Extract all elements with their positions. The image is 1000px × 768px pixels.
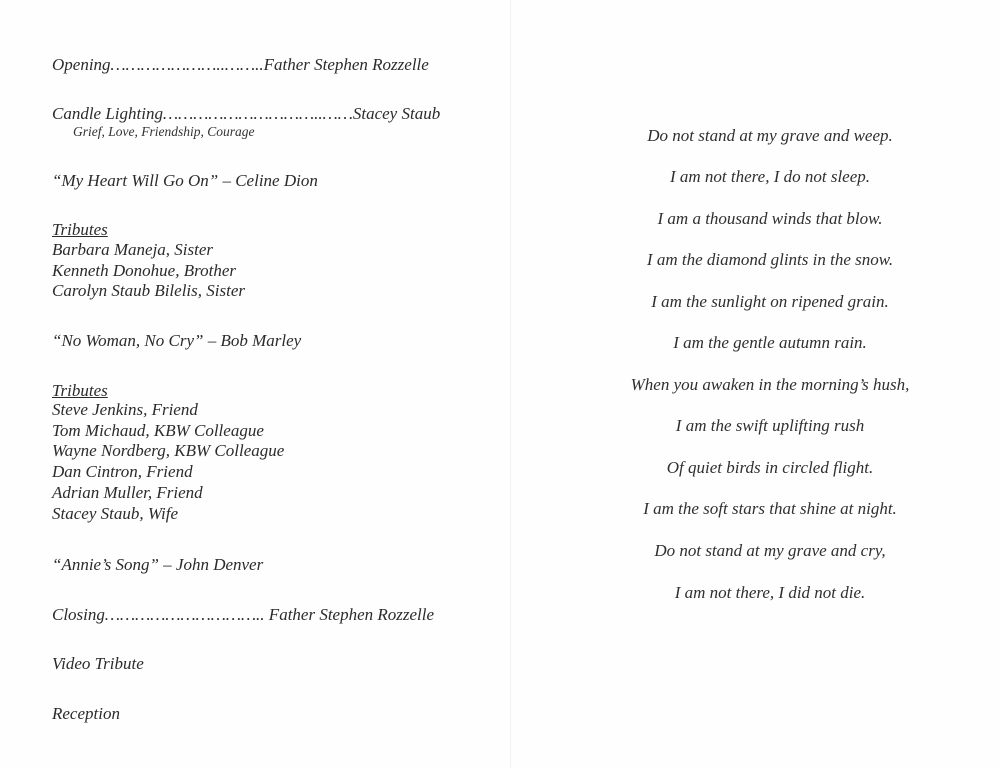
poem-line: I am not there, I do not sleep. xyxy=(669,167,871,186)
tributes-heading-1: Tributes xyxy=(52,220,108,239)
list-item: Wayne Nordberg, KBW Colleague xyxy=(52,441,285,461)
poem-line: Of quiet birds in circled flight. xyxy=(666,458,874,477)
poem-line: I am a thousand winds that blow. xyxy=(657,209,883,228)
tributes-heading-2: Tributes xyxy=(52,381,108,400)
list-item: Stacey Staub, Wife xyxy=(52,503,179,523)
video-tribute-line: Video Tribute xyxy=(52,654,144,673)
poem-line: I am the soft stars that shine at night. xyxy=(643,499,897,518)
list-item: Tom Michaud, KBW Colleague xyxy=(52,420,264,440)
list-item: Dan Cintron, Friend xyxy=(52,462,193,482)
fold-line xyxy=(510,0,511,768)
closing-line: Closing………………………….. Father Stephen Rozzelle xyxy=(52,605,435,624)
list-item: Kenneth Donohue, Brother xyxy=(52,260,236,280)
poem-line: When you awaken in the morning’s hush, xyxy=(630,375,910,394)
list-item: Carolyn Staub Bilelis, Sister xyxy=(52,281,245,301)
poem-line: I am the sunlight on ripened grain. xyxy=(651,292,889,311)
song-annies-song: “Annie’s Song” – John Denver xyxy=(52,555,264,574)
poem-line: I am the diamond glints in the snow. xyxy=(646,250,894,269)
tributes-list-1 xyxy=(52,240,245,302)
poem-line: I am the swift uplifting rush xyxy=(675,416,865,435)
poem-line: Do not stand at my grave and weep. xyxy=(647,126,893,145)
candle-lighting-subtitle: Grief, Love, Friendship, Courage xyxy=(73,124,255,139)
list-item: Steve Jenkins, Friend xyxy=(52,400,198,419)
song-my-heart-will-go-on: “My Heart Will Go On” – Celine Dion xyxy=(52,171,318,190)
candle-lighting-line: Candle Lighting…………………………..……Stacey Staub xyxy=(52,104,441,123)
list-item: Barbara Maneja, Sister xyxy=(52,240,214,259)
poem xyxy=(560,0,980,768)
poem-line: I am the gentle autumn rain. xyxy=(673,333,867,352)
reception-line: Reception xyxy=(52,704,120,723)
song-no-woman-no-cry: “No Woman, No Cry” – Bob Marley xyxy=(52,331,302,350)
poem-line: Do not stand at my grave and cry, xyxy=(654,541,886,560)
tributes-list-2 xyxy=(52,400,284,524)
opening-line: Opening…………………..……..Father Stephen Rozzelle xyxy=(52,55,429,74)
poem-line: I am not there, I did not die. xyxy=(674,583,866,602)
list-item: Adrian Muller, Friend xyxy=(52,482,203,502)
